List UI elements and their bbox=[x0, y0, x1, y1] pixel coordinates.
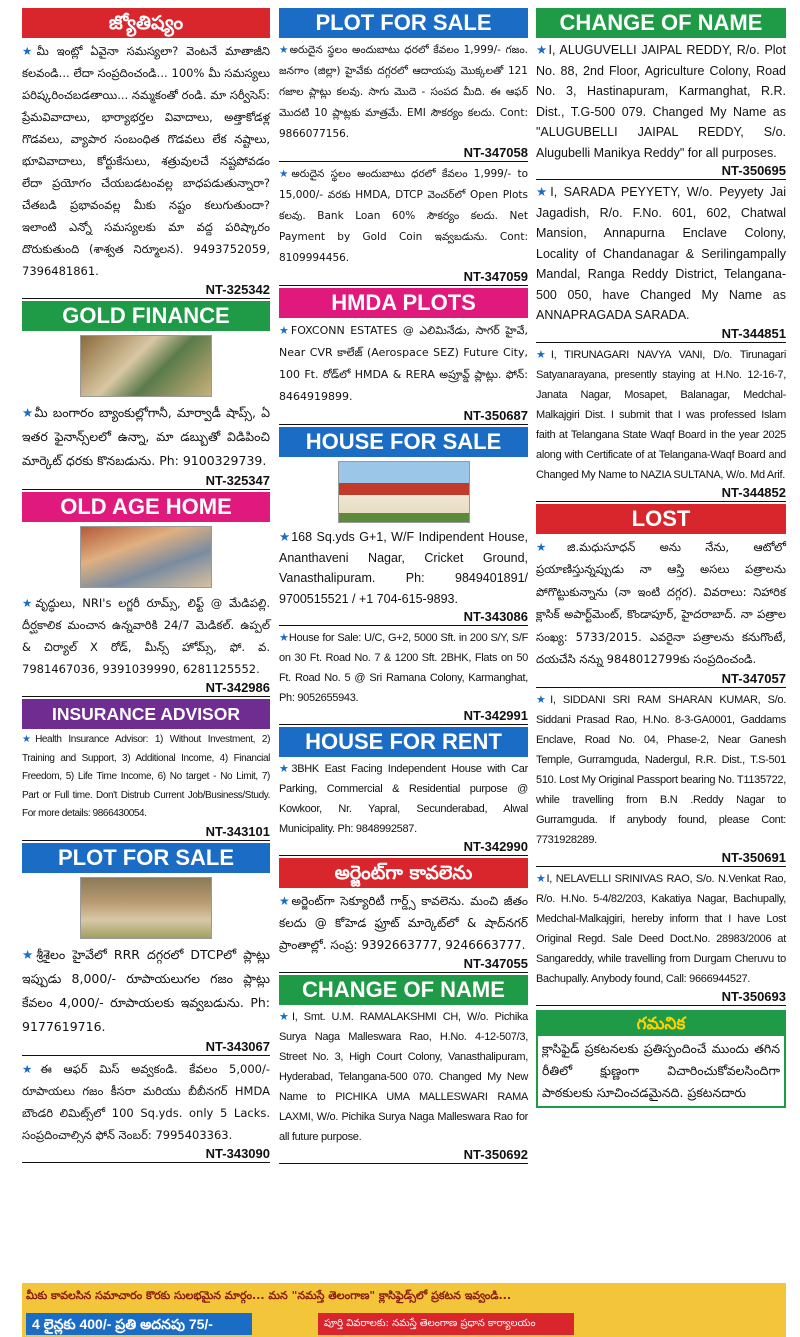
star-icon: ★ bbox=[279, 1011, 293, 1023]
ad-code: NT-344852 bbox=[536, 485, 786, 502]
column-2 bbox=[279, 6, 528, 1166]
ad-code: NT-342990 bbox=[279, 839, 528, 856]
star-icon: ★ bbox=[22, 1061, 41, 1076]
plot-text: శ్రీశైలం హైవేలో RRR దగ్గరలో DTCPలో ప్లాట్లు ఇప్పుడు 8,000/- రూపాయలుగల గజం ప్లాట్లు కేవలం 4,000/- రూపాయలకు ఇవ్వబడును. Ph: 9177619716. bbox=[22, 946, 270, 1034]
gold-finance-header: GOLD FINANCE bbox=[22, 301, 270, 331]
house-sale-ad-2 bbox=[279, 628, 528, 708]
ad-code: NT-342986 bbox=[22, 680, 270, 697]
ad-code: NT-347059 bbox=[279, 269, 528, 286]
astrology-text: మీ ఇంట్లో ఏవైనా సమస్యలా? వెంటనే మాతాజీని కలవండి... లేదా సంప్రదించండి... 100% మీ సమస్యలు పరిష్కరించబడతాయి... నమ్మకంతో రండి. మా సర్వీసెస్: ప్రేమవివాదాలు, భార్యాభర్తల వివాదాలు, అత్తాకోడళ్ల గొడవలు, వ్యాపార సంబంధిత గొడవలు లేక నష్టాలు, భూవివాదాలు, కోర్టుకేసులు, శత్రువులచే నష్టపోవడం లేదా ప్రయోగం చేయబడటంవల్ల బాధపడుతున్నారా? చేతబడి ప్రభావంవల్ల మీకు నష్టం కలుగుతుందా? ఇలాంటి ఎన్నో సమస్యలకు మా వద్ద పరిష్కారం దొరుకుతుంది (శాశ్వత నిర్మూలన). 9493752059, 7396481861. bbox=[22, 44, 270, 278]
ad-code: NT-343086 bbox=[279, 609, 528, 626]
change-of-name-header: CHANGE OF NAME bbox=[536, 8, 786, 38]
ad-code: NT-350692 bbox=[279, 1147, 528, 1164]
insurance-ad bbox=[22, 731, 270, 824]
plot-text-2: అరుదైన స్థలం అందుబాటు ధరలో కేవలం 1,999/- to 15,000/- వరకు HMDA, DTCP వెంచర్‌లో Open Plots కలవు. Bank Loan 60% సౌకర్యం కలదు. Net Payment by Gold Coin ఇవ్వబడును. Cont: 8109994456. bbox=[279, 168, 529, 264]
hmda-plots-header: HMDA PLOTS bbox=[279, 288, 528, 318]
plot-for-sale-header: PLOT FOR SALE bbox=[279, 8, 528, 38]
change-name-ad-3 bbox=[536, 345, 786, 485]
star-icon: ★ bbox=[536, 539, 568, 554]
change-name-text-2: I, SARADA PEYYETY, W/o. Peyyety Jai Jagadish, R/o. F.No. 601, 602, Chatwal Mansion, Annapurna Enclave Colony, Locality of Chandanagar & Serilingampally Mandal, Ranga Reddy District, Telangana-500 050, have Changed My Name as ANNAPRAGADA SARADA. bbox=[536, 185, 786, 322]
cash-photo bbox=[80, 335, 212, 397]
house-sale-text-1: 168 Sq.yds G+1, W/F Indipendent House, Ananthaveni Nagar, Cricket Ground, Vanasthalipuram. Ph: 9849401891/ 9700515521 / +1 704-615-9893. bbox=[279, 530, 528, 606]
star-icon: ★ bbox=[279, 894, 292, 908]
ad-code: NT-350693 bbox=[536, 989, 786, 1006]
hmda-ad bbox=[279, 320, 528, 408]
change-name-ad-2 bbox=[536, 182, 786, 326]
star-icon: ★ bbox=[536, 693, 551, 706]
house-rent-text: 3BHK East Facing Independent House with Car Parking, Commercial & Residential purpose @ Kowkoor, Nr. Yapral, Secunderabad, Alwal Municipality. Ph: 9848992587. bbox=[279, 763, 528, 835]
star-icon: ★ bbox=[279, 763, 292, 775]
lost-ad-1 bbox=[536, 536, 786, 671]
house-for-rent-header: HOUSE FOR RENT bbox=[279, 727, 528, 757]
change-name-ad-1 bbox=[536, 40, 786, 163]
star-icon: ★ bbox=[279, 632, 289, 644]
star-icon: ★ bbox=[279, 168, 292, 180]
hmda-text: FOXCONN ESTATES @ ఎలిమినేడు, సాగర్ హైవే, Near CVR కాలేజ్ (Aerospace SEZ) Future City, 100 Ft. రోడ్‌లో HMDA & RERA అప్రూవ్డ్ ప్లాట్లు. ఫోన్: 8464919899. bbox=[279, 324, 528, 403]
elderly-care-photo bbox=[80, 526, 212, 588]
old-age-home-header: OLD AGE HOME bbox=[22, 492, 270, 522]
astrology-header: జ్యోతిష్యం bbox=[22, 8, 270, 38]
star-icon: ★ bbox=[22, 405, 35, 420]
house-sale-ad-1 bbox=[279, 527, 528, 609]
ad-code: NT-343067 bbox=[22, 1039, 270, 1056]
plot-for-sale-header: PLOT FOR SALE bbox=[22, 843, 270, 873]
star-icon: ★ bbox=[22, 946, 37, 962]
ad-code: NT-325347 bbox=[22, 473, 270, 490]
lost-text-1: జి.మధుసూధన్ అను నేను, ఆటోలో ప్రయాణిస్తున్నప్పుడు నా ఆస్తి అసలు పత్రాలను పోగొట్టుకున్నాను (నా ఇంటి దగ్గర). వివరాలు: నిహారిక క్లాసిక్ అపార్ట్‌మెంట్, కొండాపూర్, హైదరాబాద్. నా పత్రాల సంఖ్య: 5733/2015. ఎవరైనా పత్రాలను కనుగొంటే, దయచేసి నన్ను 9848012799కు సంప్రదించండి. bbox=[536, 539, 786, 666]
old-age-home-text: వృద్ధులు, NRI's లగ్జరీ రూమ్స్, లిఫ్ట్ @ మేడిపల్లి. దీర్ఘకాలిక మంచాన ఉన్నవారికి 24/7 మెడికల్. ఉప్పల్ & చిర్యాల్ X రోడ్, మీన్స్ హోమ్స్, ఫో. వ. 7981467036, 9391039990, 6281125552. bbox=[22, 596, 270, 676]
ad-code: NT-347058 bbox=[279, 145, 528, 162]
ad-code: NT-325342 bbox=[22, 282, 270, 299]
notice-text: క్లాసిఫైడ్ ప్రకటనలకు ప్రతిస్పందించే ముందు తగిన రీతిలో క్షుణ్ణంగా విచారించుకోవలసిందిగా పాఠకులకు సూచించడమైనది. ప్రకటనదారు bbox=[542, 1040, 780, 1100]
star-icon: ★ bbox=[22, 44, 37, 58]
banner-headline: మీకు కావలసిన సమాచారం కొరకు సులభమైన మార్గం... మన "నమస్తే తెలంగాణ" క్లాసిఫైడ్స్‌లో ప్రకటన ఇవ్వండి... bbox=[26, 1289, 512, 1302]
gold-finance-ad bbox=[22, 401, 270, 473]
plot-ad-1 bbox=[279, 40, 528, 145]
lost-text-2: I, SIDDANI SRI RAM SHARAN KUMAR, S/o. Siddani Prasad Rao, H.No. 8-3-GA0001, Gaddams Enclave, Road No. 04, Phase-2, Near Ganesh Temple, Gurramguda, Nadergul, R.R. Dist., T.S-501 510. Lost My Original Passport bearing No. T1135722, while travelling from B.N .Reddy Nagar to Gurramguda. If anybody found, please Cont: 7731928289. bbox=[536, 693, 786, 846]
star-icon: ★ bbox=[279, 324, 291, 337]
insurance-text: Health Insurance Advisor: 1) Without Investment, 2) Training and Support, 3) Additional Income, 4) Financial Freedom, 5) Life Time Income, 6) No target - No Limit, 7) Part or Full time. Don't Distrub Current Job/Business/Study. For more details: 9866430054. bbox=[22, 734, 270, 819]
urgent-wanted-header: అర్జెంట్‌గా కావలెను bbox=[279, 858, 528, 888]
ad-code: NT-347055 bbox=[279, 956, 528, 973]
plot-ad bbox=[22, 943, 270, 1039]
notice-box bbox=[536, 1010, 786, 1108]
star-icon: ★ bbox=[279, 44, 290, 56]
old-age-home-ad bbox=[22, 592, 270, 680]
change-name-text-1: I, ALUGUVELLI JAIPAL REDDY, R/o. Plot No. 88, 2nd Floor, Agriculture Colony, Road No. 3, Hastinapuram, Karmanghat, R.R. Dist., T.G-500 079. Changed My Name as "ALUGUBELLI JAIPAL REDDY, S/o. Alugubelli Manikya Reddy" for all purposes. bbox=[536, 43, 786, 160]
star-icon: ★ bbox=[536, 348, 551, 361]
star-icon: ★ bbox=[536, 43, 549, 57]
astrology-ad bbox=[22, 40, 270, 282]
notice-header: గమనిక bbox=[538, 1012, 784, 1036]
plot-text-1: అరుదైన స్థలం అందుబాటు ధరలో కేవలం 1,999/- గజం. జనగాం (జిల్లా) హైవేకు దగ్గరలో ఆదాయపు మొక్కలతో 121 గజాల ప్లాట్లు కలవు. సాగు మొదె - సంపద మీది. ఈ ఆఫర్ మొదటి 10 ప్లాట్లకు మాత్రమే. EMI సౌకర్యం కలదు. Cont: 9866077156. bbox=[279, 44, 528, 140]
ad-code: NT-343101 bbox=[22, 824, 270, 841]
change-of-name-header: CHANGE OF NAME bbox=[279, 975, 528, 1005]
gold-finance-text: మీ బంగారం బ్యాంకుల్లోగానీ, మార్వాడీ షాప్స్, ఏ ఇతర ఫైనాన్స్‌లలో ఉన్నా, మా డబ్బుతో విడిపించి మార్కెట్ ధరకు కొనబడును. Ph: 9100329739. bbox=[22, 405, 270, 468]
change-name-text-3: I, TIRUNAGARI NAVYA VANI, D/o. Tirunagari Satyanarayana, presently staying at H.No. 12-16-7, Janata Nagar, Mosapet, Balanagar, Medchal-Malkajgiri Dist. I submit that I was professed Islam faith at Telangana State Waqf Board in the year 2025 along with Certificate of at Telangana-Waqf Board and Changed My Name to NAZIA SULTANA, W/o. Md Arif. bbox=[536, 348, 786, 481]
lost-ad-2 bbox=[536, 690, 786, 850]
house-for-sale-header: HOUSE FOR SALE bbox=[279, 427, 528, 457]
urgent-text: అర్జెంట్‌గా సెక్యూరిటీ గార్డ్స్ కావలెను. మంచి జీతం కలదు @ కోహెడ ఫ్రూట్ మార్కెట్‌లో & షాద్‌నగర్ ప్రాంతాల్లో. సంప్ర: 9392663777, 9246663777. bbox=[279, 894, 528, 952]
change-name-text: I, Smt. U.M. RAMALAKSHMI CH, W/o. Pichika Surya Naga Malleswara Rao, H.No. 4-12-507/3, Street No. 3, High Court Colony, Vanasthalipuram, Hyderabad, Telangana-500 070. Changed My New Name to PICHIKA UMA MALLESWARI RAMA LAXMI, W/o. Pichika Surya Naga Malleswara Rao for all future purpose. bbox=[279, 1011, 528, 1143]
column-1 bbox=[22, 6, 270, 1165]
star-icon: ★ bbox=[536, 185, 551, 199]
ad-code: NT-342991 bbox=[279, 708, 528, 725]
star-icon: ★ bbox=[536, 872, 547, 885]
ad-code: NT-344851 bbox=[536, 326, 786, 343]
ad-code: NT-347057 bbox=[536, 671, 786, 688]
plot-layout-photo bbox=[80, 877, 212, 939]
banner-price: 4 లైన్లకు 400/- ప్రతి అదనపు 75/- bbox=[26, 1313, 252, 1335]
change-name-ad bbox=[279, 1007, 528, 1147]
lost-text-3: I, NELAVELLI SRINIVAS RAO, S/o. N.Venkat Rao, R/o. H.No. 5-4/82/203, Kakatiya Nagar, Bachupally, Medchal-Malkajgiri, hereby inform that I have Lost Original Regd. Sale Deed Doct.No. 28983/2006 at Sangareddy, while travelling from Durgam Cheruvu to Bachupally. Anybody found, Call: 9666944527. bbox=[536, 872, 787, 985]
ad-code: NT-350687 bbox=[279, 408, 528, 425]
house-photo bbox=[338, 461, 470, 523]
classifieds-promo-banner bbox=[22, 1283, 786, 1337]
column-3 bbox=[536, 6, 786, 1108]
offer-ad bbox=[22, 1058, 270, 1146]
insurance-advisor-header: INSURANCE ADVISOR bbox=[22, 699, 270, 729]
lost-ad-3 bbox=[536, 869, 786, 989]
banner-contact: పూర్తి వివరాలకు: నమస్తే తెలంగాణ ప్రధాన కార్యాలయం bbox=[318, 1313, 574, 1335]
star-icon: ★ bbox=[22, 734, 36, 745]
house-sale-text-2: House for Sale: U/C, G+2, 5000 Sft. in 200 S/Y, S/F on 30 Ft. Road No. 7 & 1200 Sft. 2BHK, Flats on 50 Ft. Road No. 5 @ Sri Ramana Colony, Karmanghat, Ph: 9052655943. bbox=[279, 632, 528, 704]
ad-code: NT-343090 bbox=[22, 1146, 270, 1163]
star-icon: ★ bbox=[22, 596, 36, 610]
plot-ad-2 bbox=[279, 164, 528, 269]
star-icon: ★ bbox=[279, 530, 292, 544]
ad-code: NT-350695 bbox=[536, 163, 786, 180]
house-rent-ad bbox=[279, 759, 528, 839]
offer-text: ఈ ఆఫర్ మిస్ అవ్వకండి. కేవలం 5,000/- రూపాయలు గజం కీసరా మరియు బీబీనగర్ HMDA బౌండరి లిమిట్స్‌లో 100 Sq.yds. only 5 Lacks. సంప్రదించాల్సిన ఫోన్ నెంబర్: 7995403363. bbox=[22, 1061, 271, 1142]
ad-code: NT-350691 bbox=[536, 850, 786, 867]
lost-header: LOST bbox=[536, 504, 786, 534]
urgent-ad bbox=[279, 890, 528, 956]
